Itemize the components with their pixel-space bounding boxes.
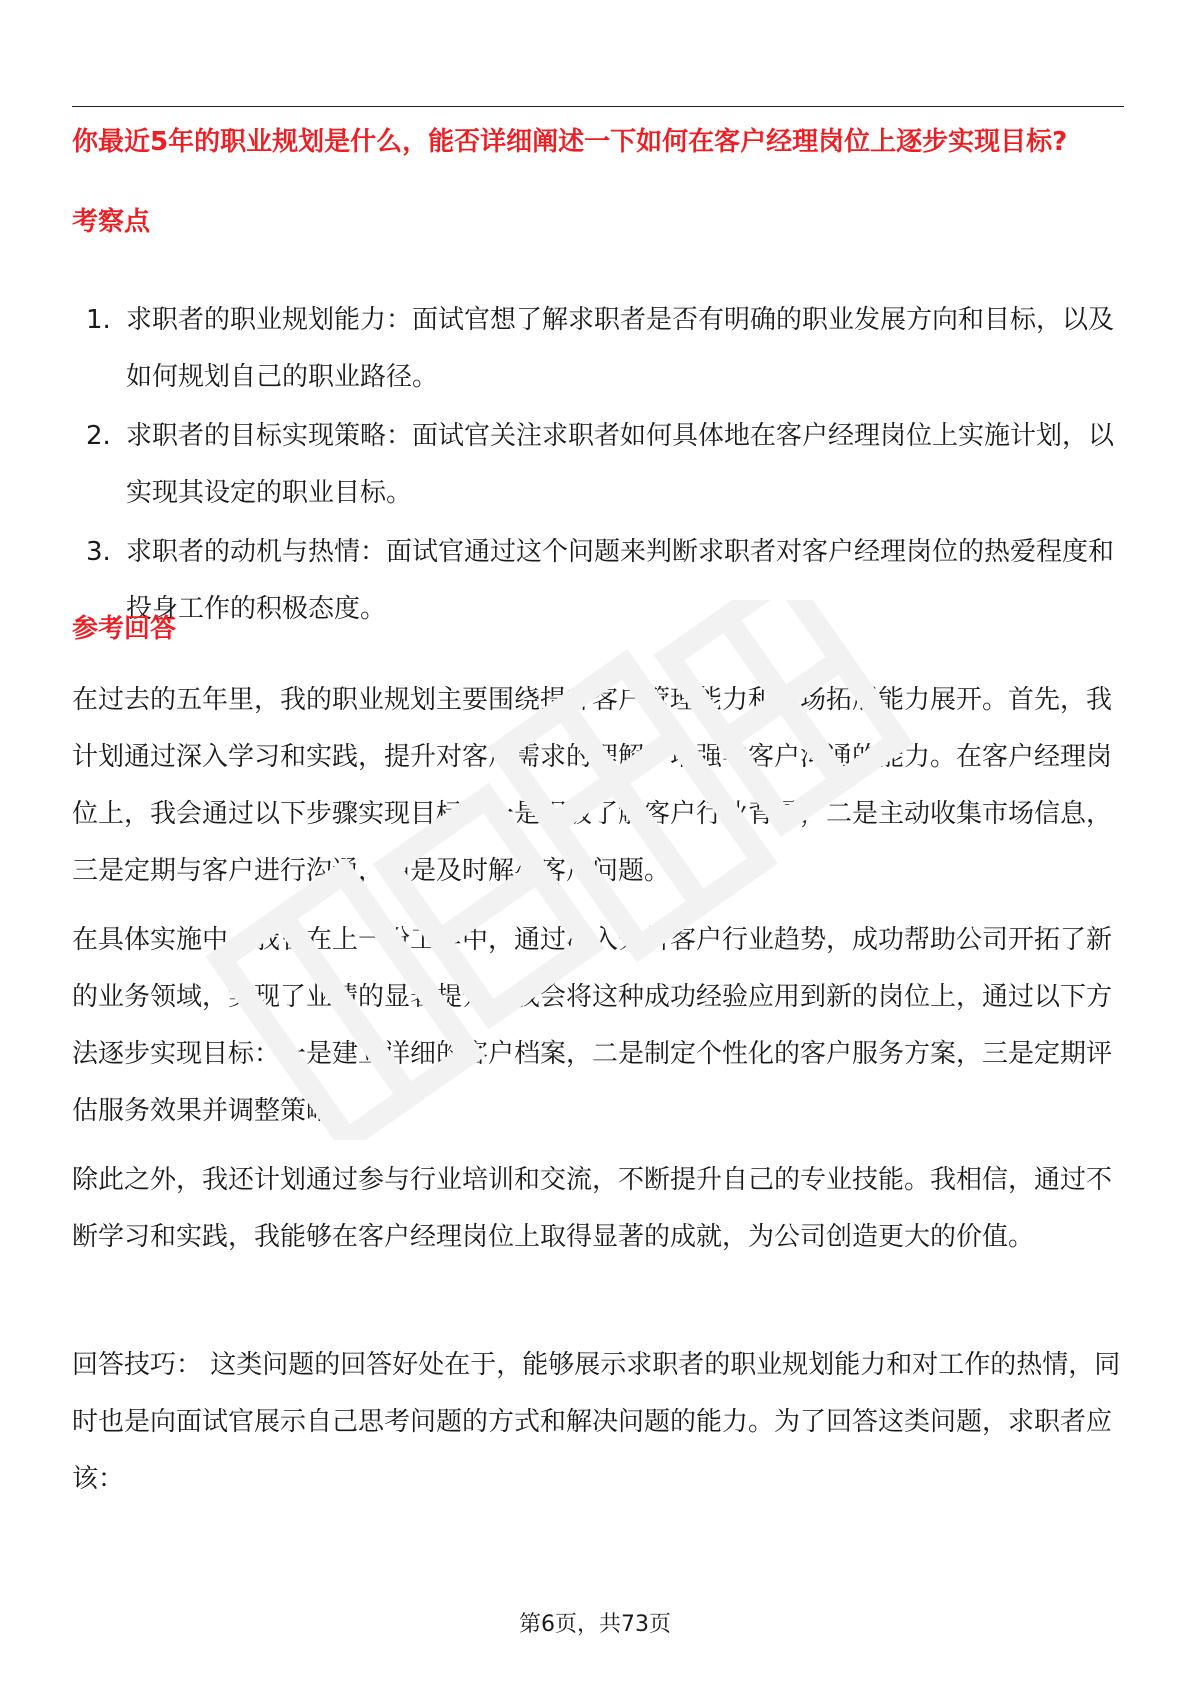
answer-paragraph: 在过去的五年里，我的职业规划主要围绕提升客户管理能力和市场拓展能力展开。首先，我计划通过深入学习和实践，提升对客户需求的理解，增强与客户沟通的能力。在客户经理岗位上，我会通过以下步骤实现目标：一是积极了解客户行业背景，二是主动收集市场信息，三是定期与客户进行沟通，四是及时解决客户问题。	[72, 685, 1113, 886]
points-heading: 考察点	[72, 207, 151, 237]
list-item-number: 1.	[86, 305, 111, 335]
tips-paragraph: 回答技巧： 这类问题的回答好处在于，能够展示求职者的职业规划能力和对工作的热情，同时也是向面试官展示自己思考问题的方式和解决问题的能力。为了回答这类问题，求职者应该：	[72, 1350, 1121, 1494]
answer-heading: 参考回答	[72, 614, 177, 644]
list-item-number: 2.	[86, 421, 111, 451]
answer-paragraph: 除此之外，我还计划通过参与行业培训和交流，不断提升自己的专业技能。我相信，通过不断学习和实践，我能够在客户经理岗位上取得显著的成就，为公司创造更大的价值。	[72, 1165, 1113, 1252]
list-item	[72, 292, 1124, 406]
list-item-number: 3.	[86, 537, 111, 567]
list-item	[72, 408, 1124, 522]
assessment-points-list	[72, 292, 1124, 640]
answer-paragraph: 在具体实施中，我曾在上一份工作中，通过深入分析客户行业趋势，成功帮助公司开拓了新的业务领域，实现了业绩的显著提升。我会将这种成功经验应用到新的岗位上，通过以下方法逐步实现目标：一是建立详细的客户档案，二是制定个性化的客户服务方案，三是定期评估服务效果并调整策略。	[72, 925, 1113, 1126]
list-item-text: 求职者的动机与热情：面试官通过这个问题来判断求职者对客户经理岗位的热爱程度和投身工作的积极态度。	[126, 537, 1115, 624]
top-divider	[72, 106, 1124, 107]
question-title: 你最近5年的职业规划是什么，能否详细阐述一下如何在客户经理岗位上逐步实现目标?	[72, 127, 1068, 157]
list-item-text: 求职者的目标实现策略：面试官关注求职者如何具体地在客户经理岗位上实施计划，以实现其设定的职业目标。	[126, 421, 1115, 508]
page-footer: 第6页，共73页	[519, 1612, 671, 1637]
list-item-text: 求职者的职业规划能力：面试官想了解求职者是否有明确的职业发展方向和目标，以及如何规划自己的职业路径。	[126, 305, 1115, 392]
list-item	[72, 524, 1124, 638]
